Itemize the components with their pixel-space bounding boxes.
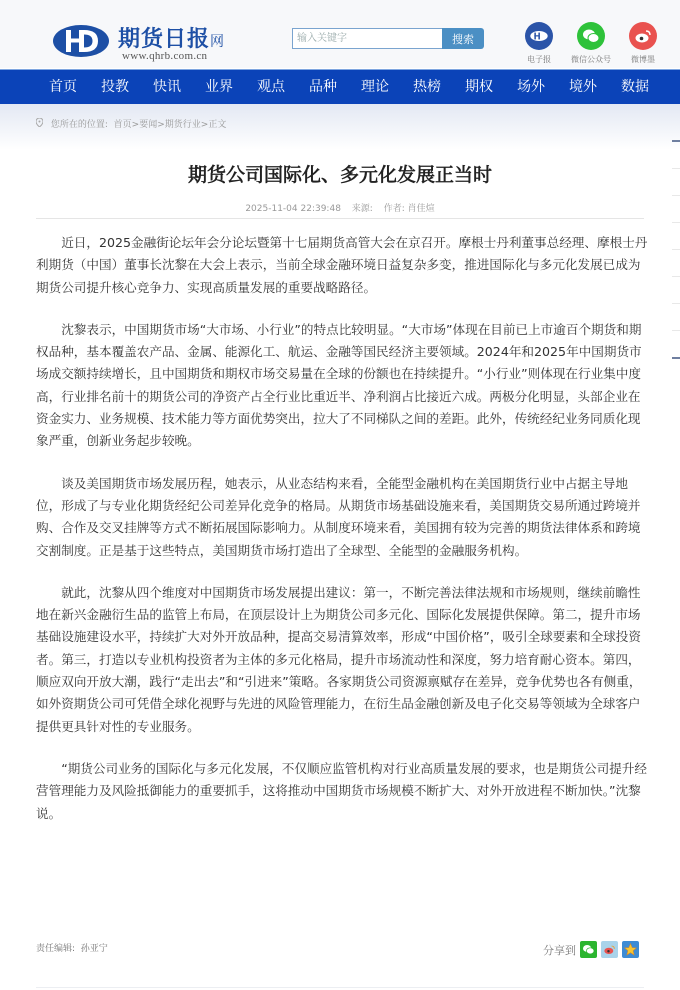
article-author: 作者: 肖佳煊 [383,204,435,214]
epaper-link[interactable] [509,22,569,65]
search-input[interactable] [292,28,442,49]
social-label: 电子报 [527,55,551,64]
responsible-editor: 责任编辑: 孙亚宁 [36,944,108,954]
breadcrumb-current: 正文 [208,120,227,130]
nav-item-varieties[interactable]: 品种 [309,79,337,95]
social-label: 微信公众号 [571,55,611,64]
logo-text: 期货日报网 [118,26,226,52]
newspaper-icon [525,22,553,50]
logo-mark-icon [52,24,110,58]
search-bar [292,28,484,49]
article-title: 期货公司国际化、多元化发展正当时 [187,164,492,186]
breadcrumb [36,117,226,130]
weibo-share-icon[interactable] [601,941,618,958]
qzone-star-icon[interactable] [622,941,639,958]
editor-name: 孙亚宁 [80,944,108,954]
breadcrumb-futures-industry[interactable]: 期货行业 [164,120,201,130]
share-label: 分享到 [543,943,576,957]
weibo-icon [629,22,657,50]
nav-item-hot-list[interactable]: 热榜 [413,79,441,95]
location-pin-icon [36,118,43,130]
title-divider [36,218,644,219]
article-paragraph: 近日，2025金融街论坛年会分论坛暨第十七届期货高管大会在京召开。摩根士丹利董事总经理、摩根士丹利期货（中国）董事长沈黎在大会上表示，当前全球金融环境日益复杂多变，推进国际化与多元化发展已成为期货公司提升核心竞争力、实现高质量发展的重要战略路径。 [36,235,648,295]
nav-item-otc[interactable]: 场外 [517,79,545,95]
article-datetime: 2025-11-04 22:39:48 [245,204,341,214]
wechat-share-icon[interactable] [580,941,597,958]
share-bar [543,941,639,958]
breadcrumb-separator: > [200,120,209,130]
nav-item-home[interactable]: 首页 [49,79,77,95]
breadcrumb-prefix: 您所在的位置: [50,120,108,130]
nav-item-education[interactable]: 投教 [101,79,129,95]
nav-item-options[interactable]: 期权 [465,79,493,95]
breadcrumb-home[interactable]: 首页 [113,120,132,130]
article-paragraph: 沈黎表示，中国期货市场“大市场、小行业”的特点比较明显。“大市场”体现在目前已上市逾百个期货和期权品种，基本覆盖农产品、金属、能源化工、航运、金融等国民经济主要领域。2024年和2025年中国期货市场成交额持续增长，且中国期货和期权市场交易量在全球的份额也在持续提升。“小行业”则体现在行业集中度高，行业排名前十的期货公司的净资产占全行业比重近半、净利润占比接近六成。两极分化明显，头部企业在资金实力、业务规模、技术能力等方面优势突出，拉大了不同梯队之间的差距。此外，传统经纪业务同质化现象严重，创新业务起步较晚。 [36,321,642,449]
nav-item-industry[interactable]: 业界 [205,79,233,95]
main-nav [0,69,680,104]
breadcrumb-separator: > [157,120,165,130]
nav-item-theory[interactable]: 理论 [361,79,389,95]
nav-item-data[interactable]: 数据 [621,79,649,95]
nav-item-opinion[interactable]: 观点 [257,79,285,95]
weibo-link[interactable] [613,22,673,65]
site-logo[interactable] [52,22,242,64]
wechat-link[interactable] [561,22,621,65]
article-paragraph: 谈及美国期货市场发展历程，她表示，从业态结构来看，全能型金融机构在美国期货行业中占据主导地位，形成了与专业化期货经纪公司差异化竞争的格局。从期货市场基础设施来看，美国期货交易所通过跨境并购、合作及交叉挂牌等方式不断拓展国际影响力。从制度环境来看，美国拥有较为完善的期货法律体系和跨境交割制度。正是基于这些特点，美国期货市场打造出了全球型、全能型的金融服务机构。 [36,475,641,558]
search-button[interactable]: 搜索 [442,28,484,49]
site-header [0,0,680,68]
article-body [36,232,650,845]
article-paragraph: 就此，沈黎从四个维度对中国期货市场发展提出建议：第一，不断完善法律法规和市场规则，继续前瞻性地在新兴金融衍生品的监管上布局，在顶层设计上为期货公司多元化、国际化发展提供保障。第二，提升市场基础设施建设水平，持续扩大对外开放品种，提高交易清算效率，形成“中国价格”，吸引全球要素和全球投资者。第三，打造以专业机构投资者为主体的多元化格局，提升市场流动性和深度，努力培育耐心资本。第四，顺应双向开放大潮，践行“走出去”和“引进来”策略。各家期货公司资源禀赋存在差异，竞争优势也各有侧重，如外资期货公司可凭借全球化视野与先进的风险管理能力，在衍生品金融创新及电子化交易等领域为全球客户提供更具针对性的专业服务。 [36,584,642,734]
logo-url: www.qhrb.com.cn [122,50,208,62]
wechat-icon [577,22,605,50]
breadcrumb-headlines[interactable]: 要闻 [139,120,158,130]
nav-item-flash-news[interactable]: 快讯 [153,79,181,95]
article-meta [0,201,680,214]
nav-item-overseas[interactable]: 境外 [569,79,597,95]
article-source-label: 来源: [351,204,373,214]
footer-divider [36,987,644,988]
social-label: 微博墨 [631,55,655,64]
article-paragraph: “期货公司业务的国际化与多元化发展，不仅顺应监管机构对行业高质量发展的要求，也是期货公司提升经营管理能力及风险抵御能力的重要抓手，这将推动中国期货市场规模不断扩大、对外开放进程不断加快。”沈黎说。 [36,760,648,821]
breadcrumb-separator: > [131,120,140,130]
